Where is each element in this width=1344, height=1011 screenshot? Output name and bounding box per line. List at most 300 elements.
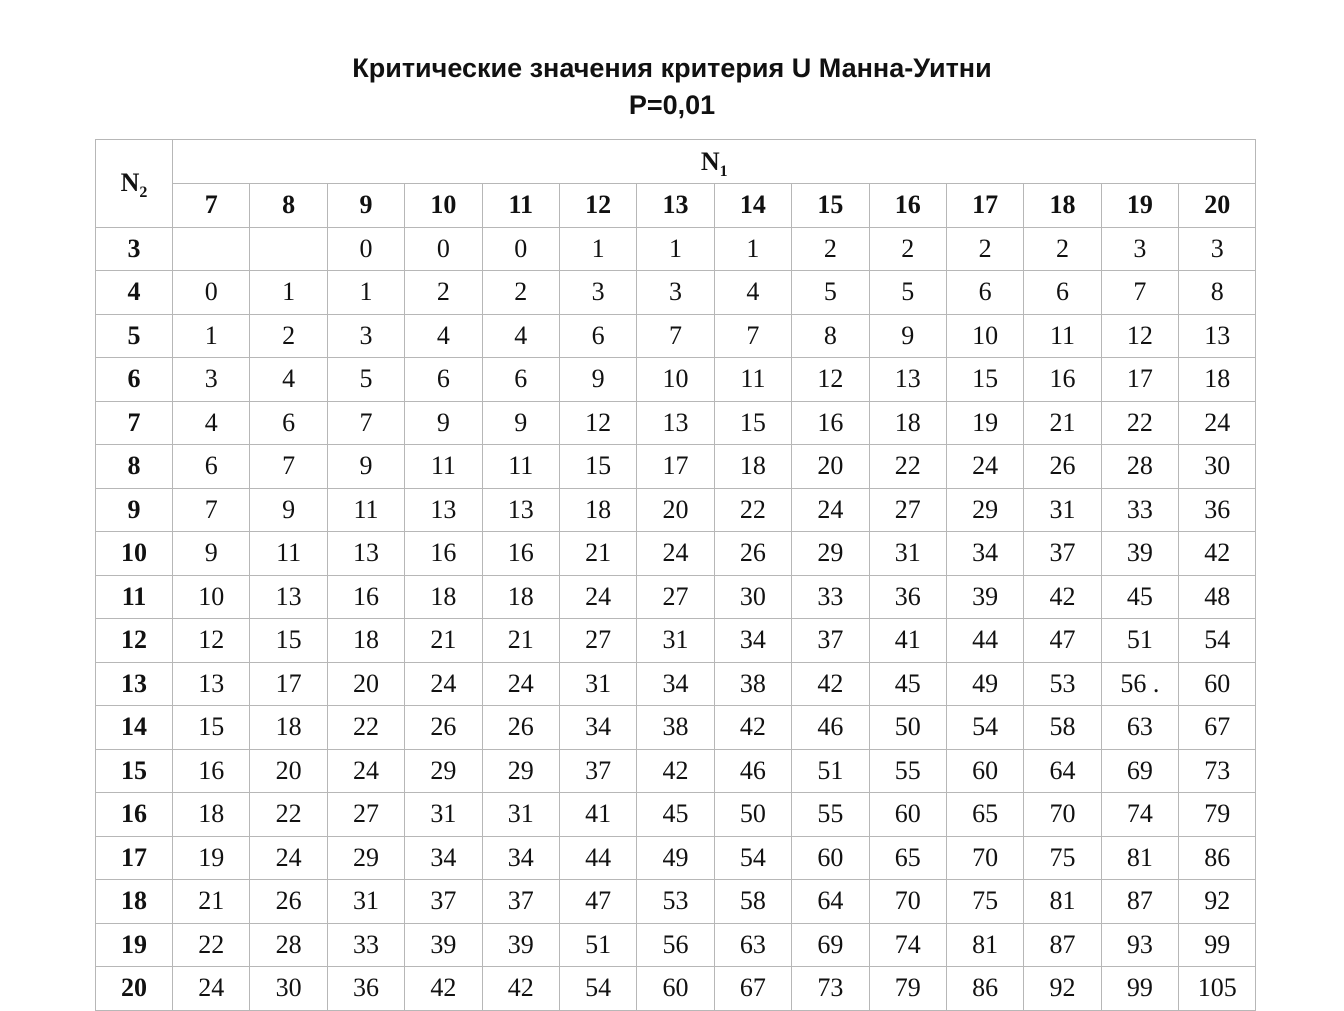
table-cell: 46 (792, 706, 869, 750)
table-row (96, 662, 1256, 706)
table-cell: 44 (559, 836, 636, 880)
table-cell: 13 (482, 488, 559, 532)
table-cell: 10 (173, 575, 250, 619)
table-cell: 27 (327, 793, 404, 837)
table-cell: 45 (869, 662, 946, 706)
table-cell: 22 (714, 488, 791, 532)
table-cell: 60 (869, 793, 946, 837)
table-cell: 6 (173, 445, 250, 489)
table-cell: 1 (559, 227, 636, 271)
critical-values-table (95, 139, 1256, 1011)
table-cell: 30 (250, 967, 327, 1011)
table-cell: 21 (559, 532, 636, 576)
table-cell: 24 (250, 836, 327, 880)
table-cell: 26 (714, 532, 791, 576)
table-cell: 18 (250, 706, 327, 750)
table-row (96, 706, 1256, 750)
table-cell: 8 (792, 314, 869, 358)
table-cell: 63 (714, 923, 791, 967)
column-header: 20 (1179, 184, 1256, 228)
table-cell: 60 (792, 836, 869, 880)
table-cell: 67 (714, 967, 791, 1011)
table-cell: 42 (637, 749, 714, 793)
table-cell: 5 (327, 358, 404, 402)
table-cell: 29 (405, 749, 482, 793)
table-cell: 73 (792, 967, 869, 1011)
table-cell: 70 (1024, 793, 1101, 837)
row-header-n2 (96, 140, 173, 228)
table-cell: 58 (714, 880, 791, 924)
table-cell: 38 (714, 662, 791, 706)
table-cell: 46 (714, 749, 791, 793)
table-cell: 4 (405, 314, 482, 358)
table-cell: 51 (1101, 619, 1178, 663)
table-cell: 22 (173, 923, 250, 967)
table-cell: 24 (405, 662, 482, 706)
table-cell: 65 (869, 836, 946, 880)
table-cell: 39 (946, 575, 1023, 619)
table-cell: 9 (482, 401, 559, 445)
table-cell: 18 (327, 619, 404, 663)
table-cell: 34 (482, 836, 559, 880)
table-cell: 5 (792, 271, 869, 315)
table-cell: 60 (946, 749, 1023, 793)
table-cell: 16 (1024, 358, 1101, 402)
table-cell: 16 (792, 401, 869, 445)
table-cell: 49 (946, 662, 1023, 706)
table-cell: 11 (327, 488, 404, 532)
table-cell: 19 (946, 401, 1023, 445)
table-cell: 75 (1024, 836, 1101, 880)
table-cell: 19 (173, 836, 250, 880)
table-cell: 15 (714, 401, 791, 445)
table-cell: 33 (1101, 488, 1178, 532)
table-cell: 67 (1179, 706, 1256, 750)
table-cell: 53 (1024, 662, 1101, 706)
table-cell: 6 (405, 358, 482, 402)
row-header: 3 (96, 227, 173, 271)
table-cell: 37 (792, 619, 869, 663)
table-cell: 45 (637, 793, 714, 837)
table-cell: 3 (1101, 227, 1178, 271)
table-cell: 34 (559, 706, 636, 750)
table-cell: 13 (405, 488, 482, 532)
table-cell: 60 (1179, 662, 1256, 706)
table-cell: 21 (1024, 401, 1101, 445)
table-cell: 81 (946, 923, 1023, 967)
table-cell: 42 (714, 706, 791, 750)
table-cell: 20 (637, 488, 714, 532)
table-row (96, 575, 1256, 619)
table-cell: 5 (869, 271, 946, 315)
table-cell: 39 (482, 923, 559, 967)
row-header: 14 (96, 706, 173, 750)
table-cell: 39 (1101, 532, 1178, 576)
table-cell: 51 (792, 749, 869, 793)
table-cell: 24 (1179, 401, 1256, 445)
table-cell: 0 (327, 227, 404, 271)
table-cell: 93 (1101, 923, 1178, 967)
table-cell: 13 (869, 358, 946, 402)
table-cell: 31 (482, 793, 559, 837)
table-cell: 18 (405, 575, 482, 619)
table-cell: 26 (1024, 445, 1101, 489)
table-cell: 87 (1024, 923, 1101, 967)
column-header: 19 (1101, 184, 1178, 228)
table-cell: 22 (250, 793, 327, 837)
table-cell: 54 (946, 706, 1023, 750)
table-cell: 15 (173, 706, 250, 750)
table-cell: 4 (482, 314, 559, 358)
table-cell: 28 (250, 923, 327, 967)
table-cell: 24 (792, 488, 869, 532)
table-cell: 38 (637, 706, 714, 750)
table-cell: 69 (1101, 749, 1178, 793)
table-cell: 53 (637, 880, 714, 924)
table-cell: 50 (869, 706, 946, 750)
table-cell: 34 (405, 836, 482, 880)
table-cell: 2 (946, 227, 1023, 271)
table-cell: 74 (1101, 793, 1178, 837)
table-cell: 9 (559, 358, 636, 402)
row-header: 15 (96, 749, 173, 793)
column-header: 13 (637, 184, 714, 228)
table-cell: 27 (869, 488, 946, 532)
table-cell: 54 (1179, 619, 1256, 663)
table-cell: 21 (173, 880, 250, 924)
table-cell: 48 (1179, 575, 1256, 619)
table-cell: 36 (869, 575, 946, 619)
table-cell: 9 (250, 488, 327, 532)
column-header: 16 (869, 184, 946, 228)
column-group-header-n1 (173, 140, 1256, 184)
table-cell: 41 (559, 793, 636, 837)
table-cell: 99 (1101, 967, 1178, 1011)
row-header: 11 (96, 575, 173, 619)
table-cell: 7 (1101, 271, 1178, 315)
table-cell: 64 (1024, 749, 1101, 793)
table-cell: 18 (869, 401, 946, 445)
row-header: 18 (96, 880, 173, 924)
table-cell: 11 (482, 445, 559, 489)
table-row (96, 880, 1256, 924)
table-cell: 54 (714, 836, 791, 880)
table-cell: 37 (1024, 532, 1101, 576)
table-cell: 7 (714, 314, 791, 358)
table-cell: 58 (1024, 706, 1101, 750)
table-cell: 30 (1179, 445, 1256, 489)
table-cell: 34 (714, 619, 791, 663)
table-cell: 2 (792, 227, 869, 271)
table-cell: 6 (559, 314, 636, 358)
row-header: 10 (96, 532, 173, 576)
table-cell: 42 (1179, 532, 1256, 576)
column-header: 18 (1024, 184, 1101, 228)
table-cell: 12 (1101, 314, 1178, 358)
column-header: 9 (327, 184, 404, 228)
table-cell: 81 (1024, 880, 1101, 924)
row-header-sub: 2 (139, 184, 148, 202)
table-row (96, 967, 1256, 1011)
table-row (96, 619, 1256, 663)
table-cell: 41 (869, 619, 946, 663)
row-header: 13 (96, 662, 173, 706)
table-cell: 0 (173, 271, 250, 315)
table-cell: 47 (559, 880, 636, 924)
table-cell: 56 . (1101, 662, 1178, 706)
table-cell: 1 (327, 271, 404, 315)
table-row (96, 532, 1256, 576)
table-cell: 63 (1101, 706, 1178, 750)
table-cell: 4 (714, 271, 791, 315)
table-cell: 37 (559, 749, 636, 793)
table-cell: 42 (482, 967, 559, 1011)
table-row (96, 358, 1256, 402)
table-row (96, 401, 1256, 445)
table-cell: 7 (637, 314, 714, 358)
table-cell: 42 (1024, 575, 1101, 619)
table-cell: 2 (250, 314, 327, 358)
table-cell: 18 (714, 445, 791, 489)
table-cell: 24 (559, 575, 636, 619)
table-cell: 1 (637, 227, 714, 271)
table-cell: 51 (559, 923, 636, 967)
column-header: 8 (250, 184, 327, 228)
table-cell: 2 (1024, 227, 1101, 271)
table-cell: 9 (173, 532, 250, 576)
table-cell: 22 (869, 445, 946, 489)
table-cell: 3 (1179, 227, 1256, 271)
table-cell: 13 (637, 401, 714, 445)
page-title (0, 50, 1344, 124)
table-cell: 55 (792, 793, 869, 837)
row-header-base: N (120, 168, 140, 198)
table-cell: 69 (792, 923, 869, 967)
column-header: 17 (946, 184, 1023, 228)
table-cell: 31 (327, 880, 404, 924)
column-group-header-base: N (700, 146, 720, 176)
table-cell: 81 (1101, 836, 1178, 880)
table-cell: 7 (173, 488, 250, 532)
table-cell: 28 (1101, 445, 1178, 489)
table-cell: 49 (637, 836, 714, 880)
table-cell: 15 (559, 445, 636, 489)
table-cell: 44 (946, 619, 1023, 663)
table-cell: 50 (714, 793, 791, 837)
table-cell: 54 (559, 967, 636, 1011)
row-header: 7 (96, 401, 173, 445)
table-cell: 18 (173, 793, 250, 837)
table-cell: 29 (792, 532, 869, 576)
table-cell: 37 (482, 880, 559, 924)
table-cell: 16 (482, 532, 559, 576)
table-cell: 86 (946, 967, 1023, 1011)
table-cell: 21 (482, 619, 559, 663)
table-cell: 12 (173, 619, 250, 663)
table-cell: 11 (1024, 314, 1101, 358)
table-cell: 17 (250, 662, 327, 706)
table-cell: 79 (1179, 793, 1256, 837)
table-cell: 13 (173, 662, 250, 706)
table-cell: 42 (405, 967, 482, 1011)
table-cell: 87 (1101, 880, 1178, 924)
table-cell: 29 (946, 488, 1023, 532)
table-row (96, 271, 1256, 315)
table-cell: 31 (1024, 488, 1101, 532)
table-cell: 11 (250, 532, 327, 576)
table-cell: 105 (1179, 967, 1256, 1011)
table-cell: 10 (637, 358, 714, 402)
column-header: 15 (792, 184, 869, 228)
table-cell: 2 (869, 227, 946, 271)
table-cell: 6 (946, 271, 1023, 315)
table-row (96, 923, 1256, 967)
column-header: 14 (714, 184, 791, 228)
table-cell: 30 (714, 575, 791, 619)
table-cell: 70 (946, 836, 1023, 880)
table-cell: 65 (946, 793, 1023, 837)
table-cell: 12 (792, 358, 869, 402)
table-cell: 13 (250, 575, 327, 619)
table-cell: 31 (869, 532, 946, 576)
row-header: 4 (96, 271, 173, 315)
table-cell: 17 (637, 445, 714, 489)
table-row (96, 488, 1256, 532)
table-cell: 64 (792, 880, 869, 924)
row-header: 6 (96, 358, 173, 402)
table-cell: 9 (327, 445, 404, 489)
table-cell: 42 (792, 662, 869, 706)
table-cell: 99 (1179, 923, 1256, 967)
table-cell: 26 (482, 706, 559, 750)
table-cell: 29 (482, 749, 559, 793)
table-cell: 20 (327, 662, 404, 706)
table-body (96, 227, 1256, 1010)
table-cell: 34 (946, 532, 1023, 576)
column-header: 12 (559, 184, 636, 228)
table-cell: 86 (1179, 836, 1256, 880)
table-cell: 4 (173, 401, 250, 445)
table-row (96, 749, 1256, 793)
table-cell: 31 (559, 662, 636, 706)
table-cell: 3 (327, 314, 404, 358)
row-header: 12 (96, 619, 173, 663)
column-headers-row (96, 184, 1256, 228)
table-cell: 79 (869, 967, 946, 1011)
table-row (96, 836, 1256, 880)
table-cell: 6 (250, 401, 327, 445)
table-cell: 34 (637, 662, 714, 706)
table-cell: 74 (869, 923, 946, 967)
table-cell: 26 (250, 880, 327, 924)
table-cell: 75 (946, 880, 1023, 924)
table-cell: 73 (1179, 749, 1256, 793)
table-cell: 20 (250, 749, 327, 793)
table-cell: 24 (637, 532, 714, 576)
table-cell: 60 (637, 967, 714, 1011)
row-header: 17 (96, 836, 173, 880)
table-cell: 70 (869, 880, 946, 924)
table-cell: 16 (173, 749, 250, 793)
table-cell: 24 (327, 749, 404, 793)
row-header: 16 (96, 793, 173, 837)
table-cell: 24 (482, 662, 559, 706)
table-cell: 3 (637, 271, 714, 315)
table-cell: 21 (405, 619, 482, 663)
row-header: 5 (96, 314, 173, 358)
table-cell: 56 (637, 923, 714, 967)
table-cell: 8 (1179, 271, 1256, 315)
row-header: 19 (96, 923, 173, 967)
table-cell: 20 (792, 445, 869, 489)
table-cell: 18 (1179, 358, 1256, 402)
table-cell: 16 (405, 532, 482, 576)
table-cell: 37 (405, 880, 482, 924)
table-cell: 0 (482, 227, 559, 271)
table-cell: 13 (327, 532, 404, 576)
table-cell: 24 (173, 967, 250, 1011)
table-cell: 6 (1024, 271, 1101, 315)
table-cell: 24 (946, 445, 1023, 489)
table-cell: 27 (637, 575, 714, 619)
table-cell: 92 (1024, 967, 1101, 1011)
table-cell: 36 (1179, 488, 1256, 532)
table-cell (250, 227, 327, 271)
table-row (96, 793, 1256, 837)
table-cell: 3 (559, 271, 636, 315)
row-header: 20 (96, 967, 173, 1011)
row-header: 8 (96, 445, 173, 489)
table-cell: 13 (1179, 314, 1256, 358)
table-cell: 3 (173, 358, 250, 402)
column-group-header-sub: 1 (719, 162, 728, 180)
table-cell: 47 (1024, 619, 1101, 663)
table-cell: 10 (946, 314, 1023, 358)
title-line-2: P=0,01 (628, 90, 716, 120)
table-cell: 16 (327, 575, 404, 619)
column-header: 7 (173, 184, 250, 228)
table-cell: 22 (1101, 401, 1178, 445)
table-cell: 33 (792, 575, 869, 619)
table-cell: 26 (405, 706, 482, 750)
table-cell: 18 (482, 575, 559, 619)
table-cell: 1 (714, 227, 791, 271)
table-cell: 2 (405, 271, 482, 315)
table-cell: 9 (869, 314, 946, 358)
table-cell: 33 (327, 923, 404, 967)
table-row (96, 445, 1256, 489)
table-cell (173, 227, 250, 271)
table-cell: 29 (327, 836, 404, 880)
table-cell: 31 (405, 793, 482, 837)
table-cell: 1 (173, 314, 250, 358)
table-cell: 12 (559, 401, 636, 445)
table-row (96, 227, 1256, 271)
column-header: 11 (482, 184, 559, 228)
table-cell: 45 (1101, 575, 1178, 619)
table-cell: 55 (869, 749, 946, 793)
table-cell: 9 (405, 401, 482, 445)
table-cell: 7 (250, 445, 327, 489)
table-cell: 1 (250, 271, 327, 315)
table-row (96, 314, 1256, 358)
table-cell: 15 (250, 619, 327, 663)
table-cell: 36 (327, 967, 404, 1011)
column-header: 10 (405, 184, 482, 228)
table-cell: 92 (1179, 880, 1256, 924)
table-cell: 22 (327, 706, 404, 750)
table-cell: 2 (482, 271, 559, 315)
